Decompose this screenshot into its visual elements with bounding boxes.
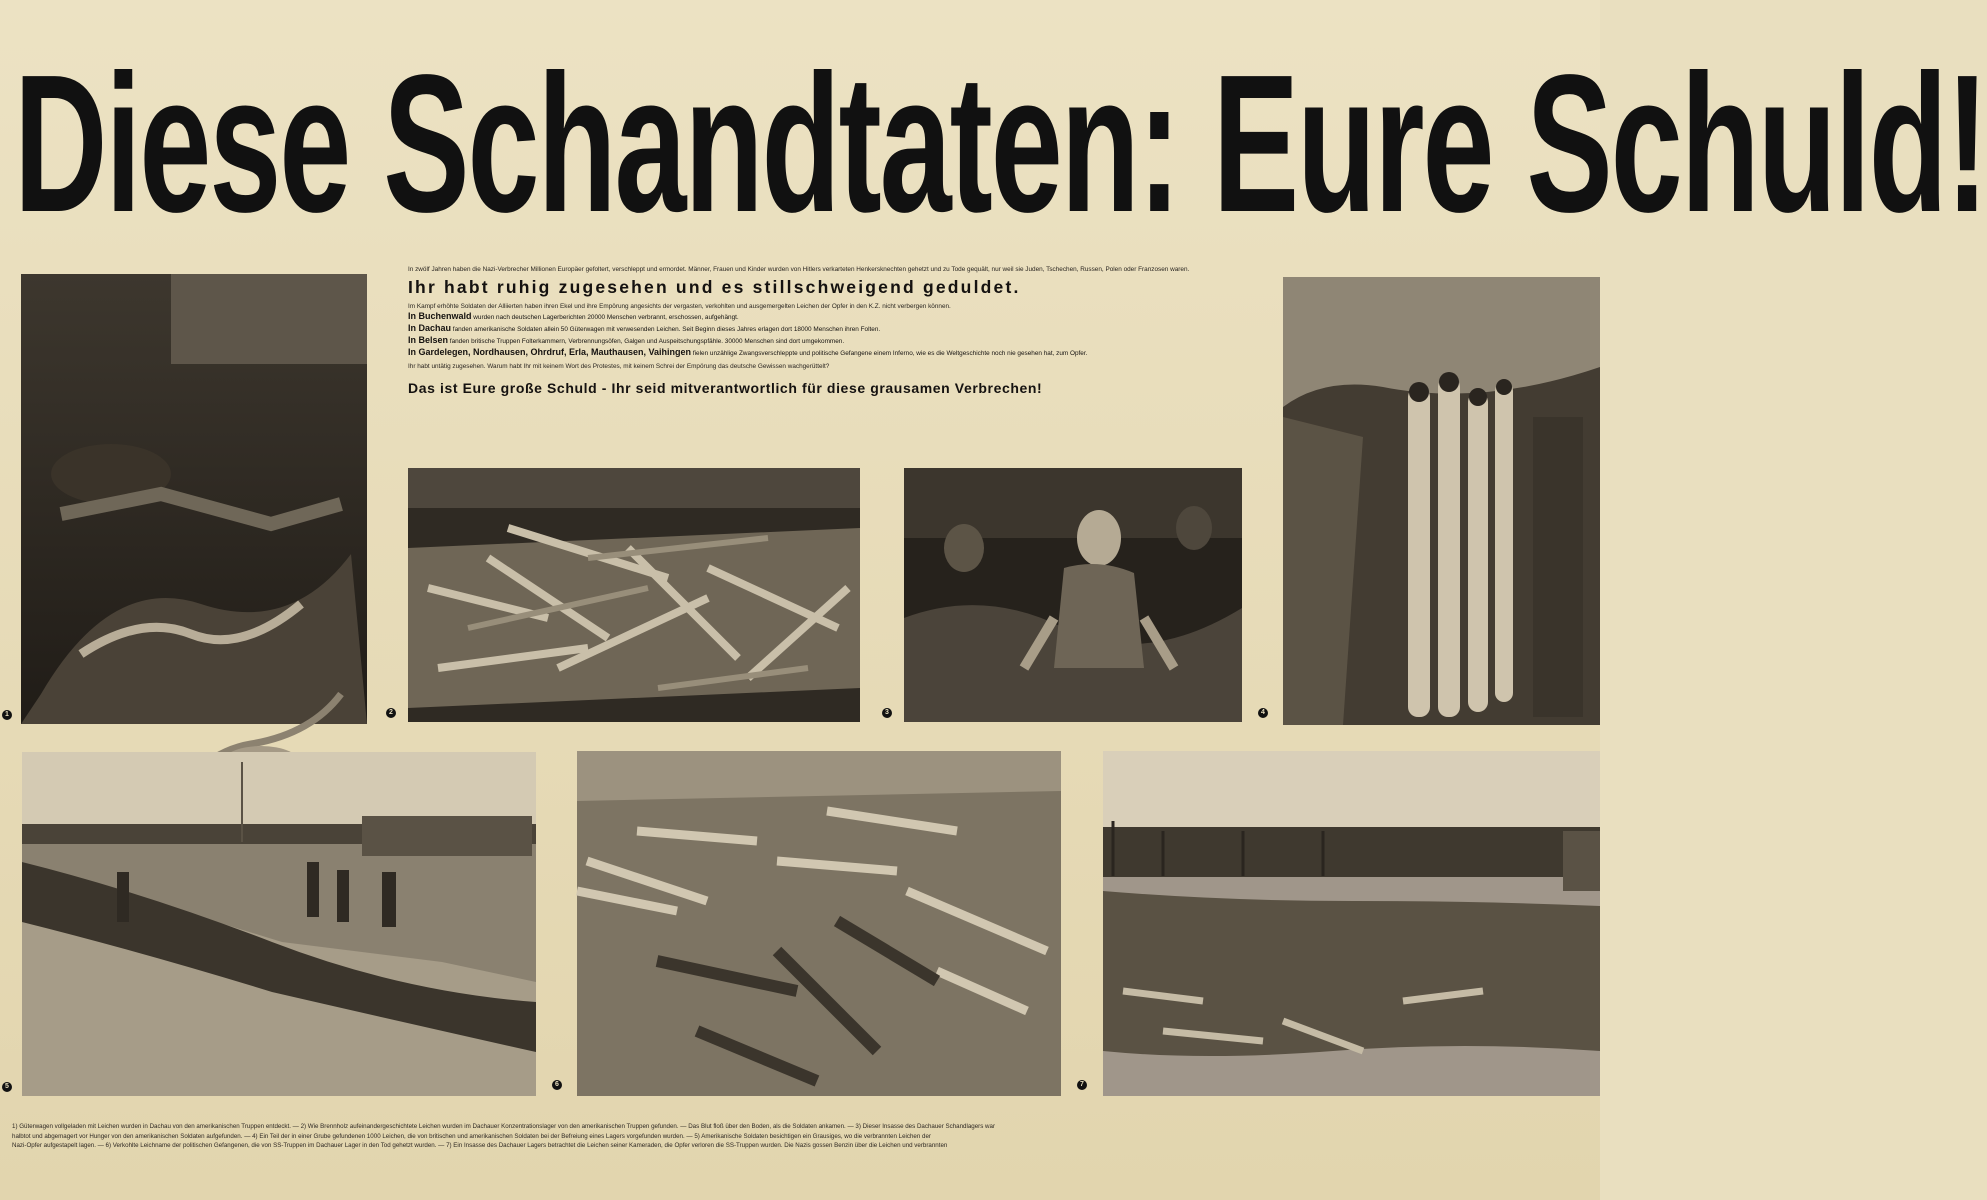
photo-number-3: 3 [882, 708, 892, 718]
photo-3-image [904, 468, 1242, 722]
photo-2 [408, 468, 860, 722]
place-name: In Dachau [408, 323, 452, 334]
photo-4-image [1283, 277, 1600, 725]
headline: Diese Schandtaten: Eure Schuld! [14, 34, 1987, 253]
photo-number-2: 2 [386, 708, 396, 718]
photo-number-4: 4 [1258, 708, 1268, 718]
text-block [408, 266, 1244, 456]
photo-captions [12, 1122, 1588, 1172]
photo-7-image [1103, 751, 1600, 1096]
caption-line-1: 1) Güterwagen vollgeladen mit Leichen wurden in Dachau von den amerikanischen Truppen entdeckt. — 2) Wie Brennholz aufeinandergeschichtete Leichen wurden im Dachauer Konzentrationslager von den amerikanischen Truppen gefunden. — Das Blut floß über den Boden, als die Soldaten ankamen. — 3) Dieser Insasse des Dachauer Schandlagers war [12, 1123, 996, 1130]
place-text: fielen unzählige Zwangsverschleppte und politische Gefangene einem Inferno, wie es die Weltgeschichte noch nie gesehen hat, zum Opfer. [692, 350, 1088, 358]
photo-4 [1283, 277, 1600, 725]
paragraph-why-silent: Ihr habt untätig zugesehen. Warum habt Ihr mit keinem Wort des Protestes, mit keinem Schrei der Empörung das deutsche Gewissen wachgerüttelt? [408, 363, 830, 371]
statement-great-guilt: Das ist Eure große Schuld - Ihr seid mitverantwortlich für diese grausamen Verbrechen! [408, 379, 1043, 396]
photo-7 [1103, 751, 1600, 1096]
place-name: In Belsen [408, 335, 449, 346]
place-text: wurden nach deutschen Lagerberichten 20000 Menschen verbrannt, erschossen, aufgehängt. [473, 314, 739, 322]
paragraph-allied-soldiers: Im Kampf erhöhte Soldaten der Alliierten haben ihren Ekel und ihre Empörung angesichts der vergasten, verkohlten und ausgemergelten Leichen der Opfer in den K.Z. nicht verbergen können. [408, 303, 951, 311]
photo-number-6: 6 [552, 1080, 562, 1090]
place-line-4 [408, 347, 1244, 359]
place-line-3 [408, 335, 1244, 347]
photo-3 [904, 468, 1242, 722]
place-name: In Buchenwald [408, 311, 472, 322]
intro-text: In zwölf Jahren haben die Nazi-Verbrecher Millionen Europäer gefoltert, verschleppt und ermordet. Männer, Frauen und Kinder wurden von Hitlers verkarteten Henkersknechten gehetzt und zu Tode gequält, nur weil sie Juden, Tschechen, Russen, Polen oder Franzosen waren. [408, 266, 1190, 273]
photo-6-image [577, 751, 1061, 1096]
place-line-2 [408, 323, 1244, 335]
place-text: fanden britische Truppen Folterkammern, Verbrennungsöfen, Galgen und Auspeitschungspfähle. 30000 Menschen sind dort umgekommen. [449, 338, 845, 346]
photo-number-5: 5 [2, 1082, 12, 1092]
place-name: In Gardelegen, Nordhausen, Ohrdruf, Erla, Mauthausen, Vaihingen [408, 347, 692, 358]
photo-number-7: 7 [1077, 1080, 1087, 1090]
place-text: fanden amerikanische Soldaten allein 50 Güterwagen mit verwesenden Leichen. Seit Beginn dieses Jahres erlagen dort 18000 Menschen ihren Folten. [452, 326, 881, 334]
photo-number-1: 1 [2, 710, 12, 720]
caption-line-2: halbtot und abgemagert vor Hunger von den amerikanischen Soldaten aufgefunden. — 4) Ein Teil der in einer Grube gefundenen 1000 Leichen, die von britischen und amerikanischen Soldaten bei der Befreiung eines Lagers vorgefunden wurden. — 5) Amerikanische Soldaten besichtigen ein Grausiges, wo die verbrannten Leichen der [12, 1132, 931, 1140]
place-line-1 [408, 311, 1244, 323]
photo-1 [21, 274, 367, 724]
photo-6 [577, 751, 1061, 1096]
photo-5-image [22, 752, 536, 1096]
photo-1-image [21, 274, 367, 724]
caption-line-3: Nazi-Opfer aufgestapelt lagen. — 6) Verkohlte Leichname der politischen Gefangenen, die von SS-Truppen im Dachauer Lager in den Tod gehetzt wurden. — 7) Ein Insasse des Dachauer Lagers betrachtet die Leichen seiner Kameraden, die Opfer verloren die SS-Truppen wurden. Die Nazis gossen Benzin über die Leichen und verbrannten [12, 1142, 948, 1149]
photo-5 [22, 752, 536, 1096]
photo-2-image [408, 468, 860, 722]
statement-quiet-tolerance: Ihr habt ruhig zugesehen und es stillschweigend geduldet. [408, 277, 1021, 298]
